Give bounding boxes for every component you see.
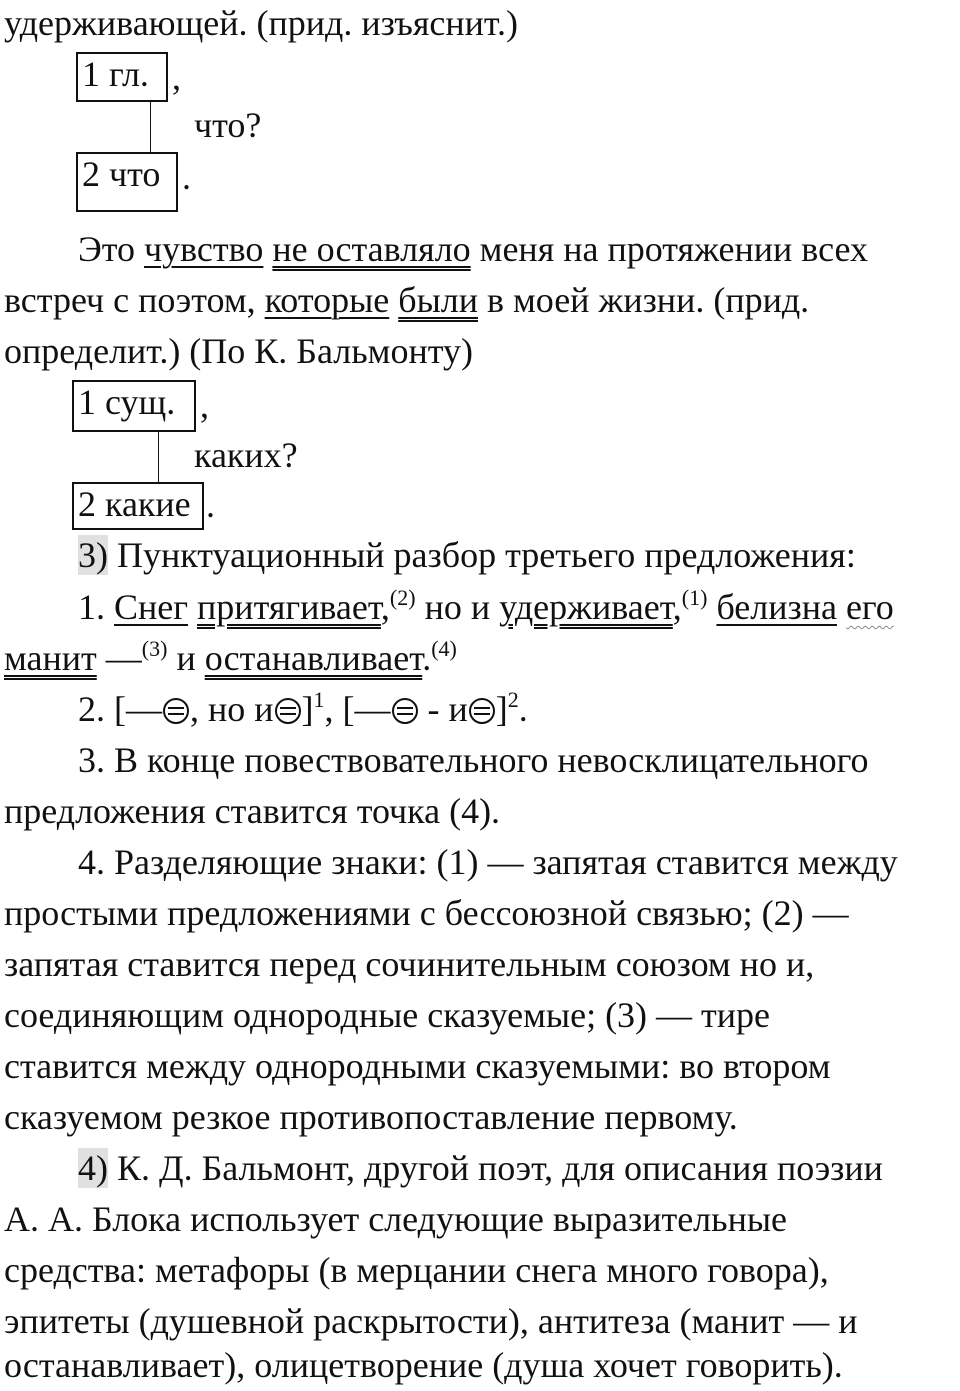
predicate-word: останавливает (204, 638, 423, 678)
item2-scheme (78, 684, 528, 735)
scheme2-connector-line (158, 432, 159, 484)
item3-line2: предложения ставится точка (4). (4, 791, 501, 831)
word: в моей жизни. (прид. (486, 280, 810, 320)
item-number: 2. (78, 689, 105, 729)
dash: — (105, 638, 142, 678)
section4-line: эпитеты (душевной раскрытости), антитеза (манит — и (4, 1301, 858, 1341)
scheme1-comma: , (172, 57, 181, 97)
section4-line: средства: метафоры (в мерцании снега много говора), (4, 1250, 829, 1290)
mark-number: (2) (389, 585, 416, 610)
scheme1-connector-line (150, 102, 151, 152)
comma: , (380, 587, 390, 627)
word: Это (78, 229, 136, 269)
scheme2-box-main (72, 380, 196, 432)
predicate-word: притягивает (197, 587, 381, 627)
item4-line: запятая ставится перед сочинительным союзом но и, (4, 944, 815, 984)
scheme2-box-sub-label: 2 какие (78, 484, 191, 524)
item1-line1 (78, 582, 894, 633)
predicate-circle-icon (392, 698, 418, 724)
period: . (422, 638, 432, 678)
item3-line1: 3. В конце повествовательного невосклицательного (78, 740, 869, 780)
word: встреч с поэтом, (4, 280, 256, 320)
scheme-bracket: , [— (324, 689, 391, 729)
sentence2-line2 (4, 275, 809, 326)
item4-line: соединяющим однородные сказуемые; (3) — тире (4, 995, 771, 1035)
scheme2-period: . (206, 485, 215, 525)
predicate-word: не оставляло (272, 229, 471, 269)
scheme1-box-sub (76, 152, 178, 212)
scheme2-box-sub (72, 482, 204, 530)
predicate-circle-icon (275, 698, 301, 724)
item4-line: простыми предложениями с бессоюзной связью; (2) — (4, 893, 849, 933)
section3-heading-text: Пунктуационный разбор третьего предложения: (117, 535, 856, 575)
word: меня на протяжении всех (479, 229, 868, 269)
scheme1-question: что? (194, 105, 262, 145)
scheme1-box-main (76, 52, 168, 102)
item4-line: 4. Разделяющие знаки: (1) — запятая ставится между (78, 842, 898, 882)
scheme-text: - и (427, 689, 468, 729)
scheme1-period: . (182, 157, 191, 197)
scheme-bracket: [— (114, 689, 162, 729)
section4-line: останавливает), олицетворение (душа хочет говорить). (4, 1345, 843, 1385)
scheme-bracket: ] (495, 689, 508, 729)
predicate-circle-icon (469, 698, 495, 724)
predicate-circle-icon (163, 698, 189, 724)
item-number: 1. (78, 587, 105, 627)
section3-number: 3) (78, 535, 108, 575)
scheme1-box-main-label: 1 гл. (82, 54, 149, 94)
scheme-bracket: ] (301, 689, 314, 729)
predicate-word: удерживает (499, 587, 673, 627)
item4-line: ставится между однородными сказуемыми: во втором (4, 1046, 831, 1086)
conjunction: и (176, 638, 196, 678)
word: его (845, 587, 894, 627)
scheme2-comma: , (200, 385, 209, 425)
sentence2-line3: определит.) (По К. Бальмонту) (4, 331, 473, 371)
subject-word: чувство (144, 229, 264, 269)
clause-index: 1 (313, 687, 325, 712)
mark-number: (3) (141, 636, 168, 661)
item1-line2 (4, 633, 457, 684)
section3-heading (78, 530, 856, 581)
section4-line1 (78, 1143, 883, 1194)
mark-number: (4) (431, 636, 457, 661)
predicate-word: были (398, 280, 478, 320)
scheme2-question: каких? (194, 435, 298, 475)
scheme2-box-main-label: 1 сущ. (78, 382, 176, 422)
subject-word: Снег (114, 587, 189, 627)
mark-number: (1) (681, 585, 708, 610)
predicate-word: манит (4, 638, 97, 678)
sentence2-line1 (78, 224, 868, 275)
period: . (518, 689, 528, 729)
section4-line1-text: К. Д. Бальмонт, другой поэт, для описания поэзии (117, 1148, 883, 1188)
comma: , (672, 587, 682, 627)
subject-word: белизна (716, 587, 837, 627)
subject-word: которые (264, 280, 390, 320)
scheme1-box-sub-label: 2 что (82, 154, 161, 194)
clause-index: 2 (507, 687, 519, 712)
text-line-top: удерживающей. (прид. изъяснит.) (4, 3, 518, 43)
scheme-text: , но и (190, 689, 274, 729)
section4-line: А. А. Блока использует следующие выразительные (4, 1199, 787, 1239)
section4-number: 4) (78, 1148, 108, 1188)
item4-line: сказуемом резкое противопоставление первому. (4, 1097, 738, 1137)
conjunction: но и (424, 587, 491, 627)
